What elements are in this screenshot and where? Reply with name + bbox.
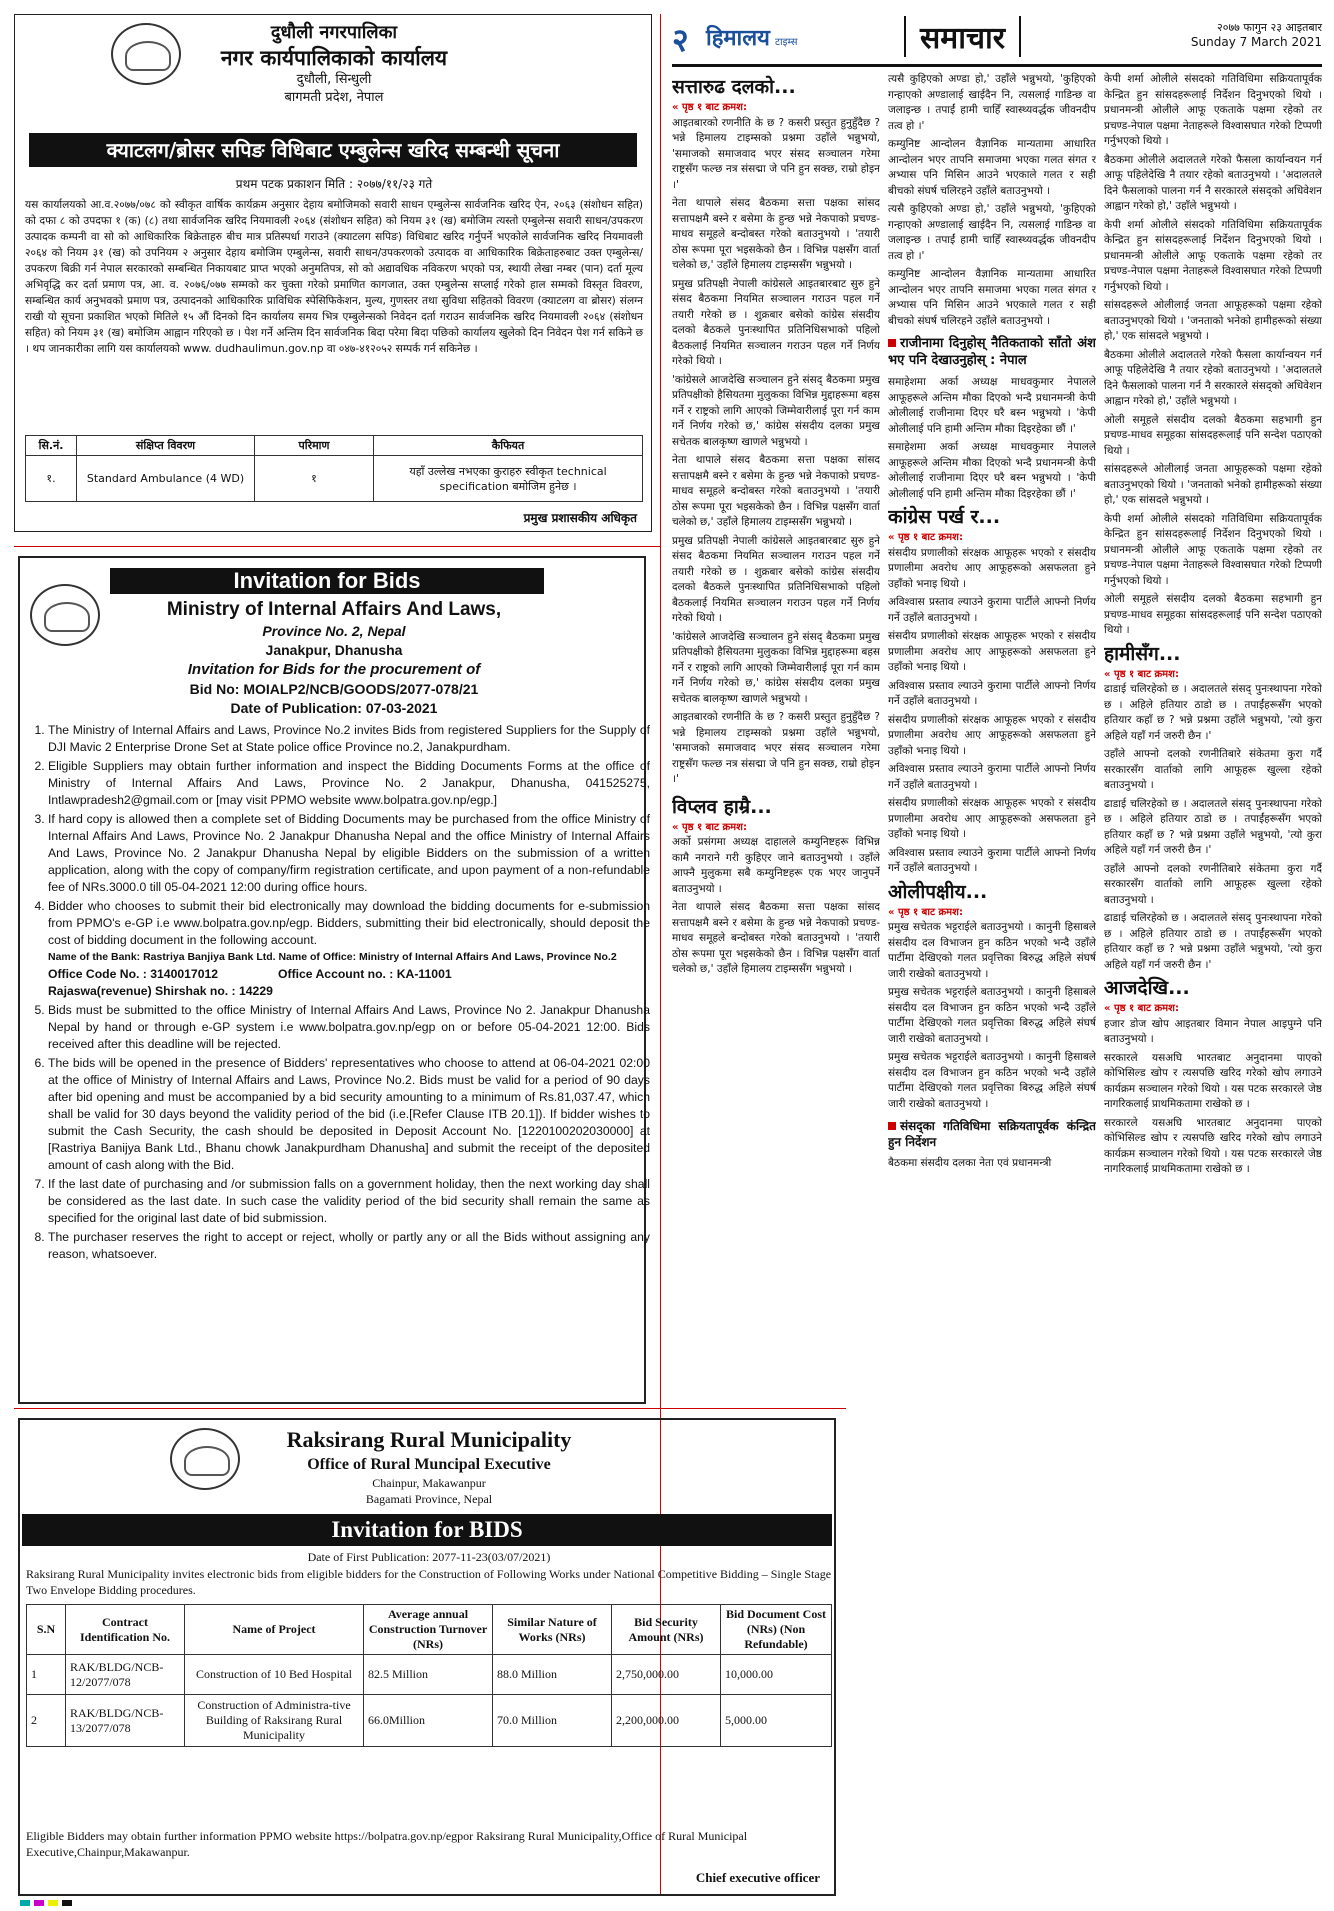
bid-title: Invitation for Bids [110,568,544,594]
table-header: Name of Project [185,1605,364,1655]
table-cell: Standard Ambulance (4 WD) [77,456,255,502]
registration-mark [34,1900,44,1906]
paragraph: 'कांग्रेसले आजदेखि सञ्चालन हुने संसद् बैठकमा प्रमुख प्रतिपक्षीको हैसियतमा मुलुकका विभिन्न मुद्दाहरूमा बहस गर्ने र राष्ट्रको लागि आएको जिम्मेवारीलाई पूरा गर्न काम गर्ने निर्णय गरेको छ,' कांग्रेस संसदीय दलका प्रमुख सचेतक बालकृष्ण खाणले भन्नुभयो । [672,630,880,705]
paragraph: उहाँले आफ्नो दलको रणनीतिबारे संकेतमा कुरा गर्दै सरकारसँग वार्ताको लागि आफूहरू खुल्ला रहेको बताउनुभयो । [1104,748,1322,791]
paragraph: प्रमुख सचेतक भट्टराईले बताउनुभयो । कानुनी हिसाबले संसदीय दल विभाजन हुन कठिन भएको भन्दै उहाँले पार्टीमा देखिएको गलत प्रवृत्तिका बिरुद्ध अहिले संघर्ष जारी राखेको बताउनुभयो । [888,986,1096,1045]
table-header: Bid Document Cost (NRs) (Non Refundable) [721,1605,832,1655]
news-column-3 [1104,72,1322,1902]
table-cell: 66.0Million [364,1695,493,1747]
paragraph: बैठकमा ओलीले अदालतले गरेको फैसला कार्यान्वयन गर्न आफू पहिलेदेखि नै तयार रहेको बताउनुभयो । 'अदालतले दिने फैसलाको पालना गर्न नै सरकारले संसद्को अधिवेशन आह्वान गरेको हो,' उहाँले भन्नुभयो । [1104,153,1322,212]
paragraph: प्रमुख सचेतक भट्टराईले बताउनुभयो । कानुनी हिसाबले संसदीय दल विभाजन हुन कठिन भएको भन्दै उहाँले पार्टीमा देखिएको गलत प्रवृत्तिका बिरुद्ध अहिले संघर्ष जारी राखेको बताउनुभयो । [888,1051,1096,1110]
paragraph: ढाडाई चलिरहेको छ । अदालतले संसद् पुनःस्थापना गरेको छ । अहिले हतियार ठाडो छ । तपाईंहरूसँग भएको हतियार कहाँ छ ? भन्ने प्रश्नमा उहाँले भन्नुभयो, 'त्यो कुरा अहिले यहाँ गर्न जरुरी छैन ।' [1104,683,1322,742]
headline: विप्लव हाम्रै... [672,795,772,818]
headline: हामीसँग... [1104,642,1181,665]
address-line-1: दुधौली, सिन्धुली [296,72,372,87]
table-header: Contract Identification No. [66,1605,185,1655]
paragraph: सरकारले यसअघि भारतबाट अनुदानमा पाएको कोभिसिल्ड खोप र त्यसपछि खरिद गरेको खोप लगाउने कार्यक्रम सञ्चालन गरेको थियो । यस पटक सरकारले जेष्ठ नागरिकलाई प्राथमिकतामा राखेको छ । [1104,1116,1322,1175]
bids-footer: Eligible Bidders may obtain further information PPMO website https://bolpatra.gov.np/egpor Raksirang Rural Municipality,Office of Rural Municipal Executive,Chainpur,Makawanpur. [26,1829,748,1859]
headline: कांग्रेस पर्ख र... [888,506,1001,528]
headline: ओलीपक्षीय... [888,880,988,903]
paragraph: सांसदहरूले ओलीलाई जनता आफूहरूको पक्षमा रहेको बताउनुभएको थियो । 'जनताको भनेको हामीहरूको संख्या हो,' एक सांसदले भन्नुभयो । [1104,299,1322,342]
ambulance-table [25,435,643,502]
bid-notice-ministry [18,556,650,1404]
paragraph: प्रमुख प्रतिपक्षी नेपाली कांग्रेसले आइतबारबाट सुरु हुने संसद बैठकमा नियमित सञ्चालन गराउन पहल गर्ने तयारी गरेको छ । शुक्रबार बसेको कांग्रेस संसदीय दलको बैठकले पुनःस्थापित प्रतिनिधिसभाको पहिलो बैठकलाई नियमित सञ्चालन गराउन पहल गर्ने निर्णय गरेको थियो । [672,277,880,367]
bank-line: Name of the Bank: Rastriya Banjiya Bank Ltd. Name of Office: Ministry of Internal Affairs And Laws, Province No.2 [48,951,617,963]
paragraph: 'कांग्रेसले आजदेखि सञ्चालन हुने संसद् बैठकमा प्रमुख प्रतिपक्षीको हैसियतमा मुलुकका विभिन्न मुद्दाहरूमा बहस गर्ने र राष्ट्रको लागि आएको जिम्मेवारीलाई पूरा गर्न काम गर्ने निर्णय गरेको छ,' कांग्रेस संसदीय दलका प्रमुख सचेतक बालकृष्ण खाणले भन्नुभयो । [672,373,880,448]
paragraph: केपी शर्मा ओलीले संसदको गतिविधिमा सक्रियतापूर्वक केन्द्रित हुन सांसदहरूलाई निर्देशन दिनुभएको थियो । प्रधानमन्त्री ओलीले आफू एकताके पक्षमा रहेको तर प्रचण्ड-नेपाल पक्षमा नेताहरूले विश्वासघात गरेको टिप्पणी गर्नुभएको थियो । [1104,218,1322,293]
list-item: 1. The Ministry of Internal Affairs and Laws, Province No.2 invites Bids from registered Suppliers for the Supply of DJI Mavic 2 Enterprise Drone Set at State police office Province no.2, Janakpurdham. [48,722,650,756]
red-square-icon [888,1122,896,1130]
paragraph: उहाँले आफ्नो दलको रणनीतिबारे संकेतमा कुरा गर्दै सरकारसँग वार्ताको लागि आफूहरू खुल्ला रहेको बताउनुभयो । [1104,862,1322,906]
paragraph: नेता थापाले संसद बैठकमा सत्ता पक्षका सांसद सत्तापक्षमै बस्ने र बसेमा के हुन्छ भन्ने नेकपाको प्रचण्ड-माधव समूहले बन्दोबस्त गरेको बताउनुभयो । 'तयारी ठोस रूपमा पूरा भइसकेको छैन । विभिन्न पक्षसँग वार्ता चलेको छ,' उहाँले हिमालय टाइम्ससँग भन्नुभयो । [672,197,880,271]
registration-mark [48,1900,58,1906]
office-account: Office Account no. : KA-11001 [278,967,452,981]
table-cell: RAK/BLDG/NCB-12/2077/078 [66,1655,185,1695]
continued-label: « पृष्ठ १ बाट क्रमश: [888,906,963,918]
table-cell: Construction of Administra-tive Building of Raksirang Rural Municipality [185,1695,364,1747]
table-cell: यहाँ उल्लेख नभएका कुराहरु स्वीकृत technical specification बमोजिम हुनेछ । [374,456,643,502]
province: Province No. 2, Nepal [262,623,406,639]
table-cell: 88.0 Million [493,1655,612,1695]
table-cell: 82.5 Million [364,1655,493,1695]
continued-label: « पृष्ठ १ बाट क्रमश: [672,102,747,113]
paragraph: आइतबारको रणनीति के छ ? कसरी प्रस्तुत हुनुहुँदैछ ? भन्ने हिमालय टाइम्सको प्रश्नमा उहाँले भन्नुभयो, 'समाजको समाजवाद भएर संसद सञ्चालन गरेमा राष्ट्रसँग फल्छ नत्र संसद्मा जे पनि हुन सक्छ, राम्रो होइन ।' [672,116,880,191]
paragraph: ओली समूहले संसदीय दलको बैठकमा सहभागी हुन प्रचण्ड-माधव समूहका सांसदहरूलाई पनि सन्देश पठाएको थियो । [1104,593,1322,636]
bids-date: Date of First Publication: 2077-11-23(03/07/2021) [307,1550,551,1564]
paragraph: समाहेशमा अर्का अध्यक्ष माधवकुमार नेपालले आफूहरूले अन्तिम मौका दिएको भन्दै प्रधानमन्त्री केपी ओलीलाई राजीनामा दिएर घरै बस्न भन्नुभयो । 'केपी ओलीलाई पनि हामी अन्तिम मौका दिइरहेका छौं ।' [888,441,1096,500]
headline: आजदेखि... [1104,977,1190,999]
table-header: संक्षिप्त विवरण [77,436,255,456]
paragraph: सांसदहरूले ओलीलाई जनता आफूहरूको पक्षमा रहेको बताउनुभएको थियो । 'जनताको भनेको हामीहरूको संख्या हो,' एक सांसदले भन्नुभयो । [1104,463,1322,506]
paragraph: अविश्वास प्रस्ताव ल्याउने कुरामा पार्टीले आफ्नो निर्णय गर्ने उहाँले बताउनुभयो । [888,763,1096,791]
table-cell: १. [26,456,77,502]
paragraph: केपी शर्मा ओलीले संसदको गतिविधिमा सक्रियतापूर्वक केन्द्रित हुन सांसदहरूलाई निर्देशन दिनुभएको थियो । प्रधानमन्त्री ओलीले आफू एकताके पक्षमा रहेको तर प्रचण्ड-नेपाल पक्षमा नेताहरूले विश्वासघात गरेको टिप्पणी गर्नुभएको थियो । [1104,512,1322,587]
notice-body: यस कार्यालयको आ.व.२०७७/०७८ को स्वीकृत वार्षिक कार्यक्रम अनुसार देहाय बमोजिमको सवारी साधन एम्बुलेन्स सार्वजनिक खरिद ऐन, २०६३ (संशोधन सहित) को दफा ८ को उपदफा १ (क) (८) तथा सार्वजनिक खरिद नियमावली २०६४ (संशोधन सहित) को नियम ३१ (ख) बमोजिम त्यस्तो एम्बुलेन्स सवारी साधन/उपकरण उत्पादक कम्पनी वा सो को आधिकारिक बिक्रेताहरु बीच मात्र प्रतिस्पर्धा गराउने (क्याटलग सपिङ) विधिबाट खरिद गर्नुपर्ने भएकोले सार्वजनिक खरिद नियमावली २०६४ को नियम ३१ (ख) को उपनियम २ अनुसार देहाय बमोजिम एम्बुलेन्स, सवारी साधन/उपकरणको उत्पादक वा आधिकारिक बिक्रेताहरुबाट उक्त एम्बुलेन्स/उपकरण बिक्री गर्न नेपाल सरकारको सम्बन्धित निकायबाट प्राप्त भएको अनुमतिपत्र, सो को अद्यावधिक नविकरण भएको पत्र, स्थायी लेखा नम्बर (पान) दर्ता मूल्य अभिवृद्धि कर दर्ता प्रमाण पत्र, आ. व. २०७६/०७७ सम्मको कर चुक्ता गरेको प्रमाणित कागजात, उक्त एम्बुलेन्स सप्लाई गरेको हाल सम्मको विस्तृत विवरण, सम्बन्धित कार्य अनुभवको प्रमाण पत्र, उत्पादनको आधिकारिक प्राविधिक स्पेसिफिकेशन, मुल्य, गुणस्तर तथा सुविधा सहितको विवरण (क्याटलग वा ब्रोसर) संलग्न राखी यो सूचना प्रकाशित भएको मितिले १५ औं दिनको दिन कार्यालय समय भित्र एम्बुलेन्सको निवेदन दर्ता गराउन सार्वजनिक खरिद नियमावली २०६४ (संशोधन सहित) को नियम ३१ (ख) बमोजिम आह्वान गरिएको छ । पेश गर्ने अन्तिम दिन सार्वजनिक बिदा परेमा बिदा पछिको कार्यालय खुलेको दिन निवेदन पेश गर्न सकिने छ । थप जानकारीका लागि यस कार्यालयको www. dudhaulimun.gov.np वा ०४७-४१२०५२ सम्पर्क गर्न सकिनेछ । [25,199,643,355]
paragraph: बैठकमा ओलीले अदालतले गरेको फैसला कार्यान्वयन गर्न आफू पहिलेदेखि नै तयार रहेको बताउनुभयो । 'अदालतले दिने फैसलाको पालना गर्न नै सरकारले संसद्को अधिवेशन आह्वान गरेको हो,' उहाँले भन्नुभयो । [1104,348,1322,407]
paragraph: संसदीय प्रणालीको संरक्षक आफूहरू भएको र संसदीय प्रणालीमा अवरोध आए आफूहरूको असफलता हुने उहाँको भनाइ थियो । [888,713,1096,757]
table-header: Bid Security Amount (NRs) [612,1605,721,1655]
table-header: परिमाण [255,436,374,456]
paragraph: त्यसै कुहिएको अण्डा हो,' उहाँले भन्नुभयो, 'कुहिएको गन्हाएको अण्डालाई खाईदैन नि, त्यसलाई गाडिन्छ वा जलाइन्छ । तपाईं हामी चाहिँ स्वास्थ्यवर्द्धक जीवनदीप तत्व हो ।' [888,73,1096,132]
paragraph: ढाडाई चलिरहेको छ । अदालतले संसद् पुनःस्थापना गरेको छ । अहिले हतियार ठाडो छ । तपाईंहरूसँग भएको हतियार कहाँ छ ? भन्ने प्रश्नमा उहाँले भन्नुभयो, 'त्यो कुरा अहिले यहाँ गर्न जरुरी छैन ।' [1104,912,1322,971]
table-header: Similar Nature of Works (NRs) [493,1605,612,1655]
page-number: २ [672,21,689,59]
paragraph: समाहेशमा अर्का अध्यक्ष माधवकुमार नेपालले आफूहरूले अन्तिम मौका दिएको भन्दै प्रधानमन्त्री केपी ओलीलाई राजीनामा दिएर घरै बस्न भन्नुभयो । 'केपी ओलीलाई पनि हामी अन्तिम मौका दिइरहेका छौं ।' [888,376,1096,435]
paragraph: ढाडाई चलिरहेको छ । अदालतले संसद् पुनःस्थापना गरेको छ । अहिले हतियार ठाडो छ । तपाईंहरूसँग भएको हतियार कहाँ छ ? भन्ने प्रश्नमा उहाँले भन्नुभयो, 'त्यो कुरा अहिले यहाँ गर्न जरुरी छैन ।' [1104,797,1322,856]
office-code: Office Code No. : 3140017012 [48,967,219,981]
section-title: समाचार [904,16,1021,57]
ambulance-notice [14,14,652,532]
bid-notice-raksirang [18,1418,836,1896]
paragraph: संसदीय प्रणालीको संरक्षक आफूहरू भएको र संसदीय प्रणालीमा अवरोध आए आफूहरूको असफलता हुने उहाँको भनाइ थियो । [888,546,1096,590]
paragraph: अविश्वास प्रस्ताव ल्याउने कुरामा पार्टीले आफ्नो निर्णय गर्ने उहाँले बताउनुभयो । [888,679,1096,707]
divider [14,546,660,547]
publication-date: प्रथम पटक प्रकाशन मिति : २०७७/११/२३ गते [235,177,433,191]
news-column-1 [672,72,880,1408]
bid-subtitle: Invitation for Bids for the procurement of [187,661,481,678]
headline: राजीनामा दिनुहोस् नैतिकताको साँतो अंश भए पनि देखाउनुहोस् : नेपाल [888,336,1096,368]
table-cell: RAK/BLDG/NCB-13/2077/078 [66,1695,185,1747]
municipality-name: Raksirang Rural Municipality [286,1427,572,1452]
table-cell: 70.0 Million [493,1695,612,1747]
ministry-name: Ministry of Internal Affairs And Laws, [166,599,502,620]
table-cell: 5,000.00 [721,1695,832,1747]
table-cell: १ [255,456,374,502]
news-column-2 [888,72,1096,1902]
paragraph: आइतबारको रणनीति के छ ? कसरी प्रस्तुत हुनुहुँदैछ ? भन्ने हिमालय टाइम्सको प्रश्नमा उहाँले भन्नुभयो, 'समाजको समाजवाद भएर संसद सञ्चालन गरेमा राष्ट्रसँग फल्छ नत्र संसद्मा जे पनि हुन सक्छ, राम्रो होइन ।' [672,711,880,785]
date-english: Sunday 7 March 2021 [1190,35,1322,49]
date-nepali: २०७७ फागुन २३ आइतबार [1217,21,1322,34]
paragraph: प्रमुख प्रतिपक्षी नेपाली कांग्रेसले आइतबारबाट सुरु हुने संसद बैठकमा नियमित सञ्चालन गराउन पहल गर्ने तयारी गरेको छ । शुक्रबार बसेको कांग्रेस संसदीय दलको बैठकले पुनःस्थापित प्रतिनिधिसभाको पहिलो बैठकलाई नियमित सञ्चालन गराउन पहल गर्ने निर्णय गरेको थियो । [672,534,880,624]
continued-label: « पृष्ठ १ बाट क्रमश: [1104,668,1179,680]
paragraph: त्यसै कुहिएको अण्डा हो,' उहाँले भन्नुभयो, 'कुहिएको गन्हाएको अण्डालाई खाईदैन नि, त्यसलाई गाडिन्छ वा जलाइन्छ । तपाईं हामी चाहिँ स्वास्थ्यवर्द्धक जीवनदीप तत्व हो ।' [888,203,1096,262]
table-header: S.N [27,1605,66,1655]
paragraph: नेता थापाले संसद बैठकमा सत्ता पक्षका सांसद सत्तापक्षमै बस्ने र बसेमा के हुन्छ भन्ने नेकपाको प्रचण्ड-माधव समूहले बन्दोबस्त गरेको बताउनुभयो । 'तयारी ठोस रूपमा पूरा भइसकेको छैन । विभिन्न पक्षसँग वार्ता चलेको छ,' उहाँले हिमालय टाइम्ससँग भन्नुभयो । [672,454,880,528]
paragraph: बैठकमा संसदीय दलका नेता एवं प्रधानमन्त्री [888,1157,1052,1169]
paragraph: संसदीय प्रणालीको संरक्षक आफूहरू भएको र संसदीय प्रणालीमा अवरोध आए आफूहरूको असफलता हुने उहाँको भनाइ थियो । [888,630,1096,673]
table-cell: 2,750,000.00 [612,1655,721,1695]
works-table [26,1604,832,1747]
registration-mark [20,1900,30,1906]
paragraph: अविश्वास प्रस्ताव ल्याउने कुरामा पार्टीले आफ्नो निर्णय गर्ने उहाँले बताउनुभयो । [888,846,1096,874]
paragraph: प्रमुख सचेतक भट्टराईले बताउनुभयो । कानुनी हिसाबले संसदीय दल विभाजन हुन कठिन भएको भन्दै उहाँले पार्टीमा देखिएको गलत प्रवृत्तिका बिरुद्ध अहिले संघर्ष जारी राखेको बताउनुभयो । [888,921,1096,980]
headline: संसद्का गतिविधिमा सक्रियतापूर्वक कंन्द्रित हुन निर्देशन [888,1119,1096,1149]
list-item: 3. If hard copy is allowed then a complete set of Bidding Documents may be purchased from the office Ministry of Internal Affairs And Laws, Province No. 2 Janakpur Dhanusha Nepal and the office Ministry of Internal Affairs And Laws, Province No. 2 Janakpur Dhanusha Nepal by eligible Bidders on the submission of a written application, along with the copy of company/firm registration certificate, and upon payment of a non-refundable fee of NRs.3000.0 till 05-04-2021 12:00 during office hours. [48,811,650,896]
bid-date: Date of Publication: 07-03-2021 [230,700,438,716]
notice-title: क्याटलग/ब्रोसर सपिङ विधिबाट एम्बुलेन्स खरिद सम्बन्धी सूचना [29,133,637,167]
signature: Chief executive officer [695,1870,820,1885]
paragraph: ओली समूहले संसदीय दलको बैठकमा सहभागी हुन प्रचण्ड-माधव समूहका सांसदहरूलाई पनि सन्देश पठाएको थियो । [1104,413,1322,457]
paragraph: नेता थापाले संसद बैठकमा सत्ता पक्षका सांसद सत्तापक्षमै बस्ने र बसेमा के हुन्छ भन्ने नेकपाको प्रचण्ड-माधव समूहले बन्दोबस्त गरेको बताउनुभयो । 'तयारी ठोस रूपमा पूरा भइसकेको छैन । विभिन्न पक्षसँग वार्ता चलेको छ,' उहाँले हिमालय टाइम्ससँग भन्नुभयो । [672,901,880,975]
table-header: Average annual Construction Turnover (NRs) [364,1605,493,1655]
divider [14,1408,846,1409]
list-item: 5. Bids must be submitted to the office Ministry of Internal Affairs And Laws, Province No 2. Janakpur Dhanusha Nepal by hand or through e-GP system i.e www.bolpatra.gov.np/egp on or before 05-04-2021 12:00. Bids received after this deadline will be rejected. [48,1002,650,1053]
table-cell: 1 [27,1655,66,1695]
list-item: 6. The bids will be opened in the presence of Bidders' representatives who choose to attend at 06-04-2021 02:00 at the office of Ministry of Internal Affairs and Laws, Province No.2. Bids must be valid for a period of 90 days after bid opening and must be accompanied by a bid security amounting to a minimum of Rs.81,037.47, which shall be valid for 30 days beyond the validity period of the bid (i.e.[Refer Clause ITB 20.1]). If bidder wishes to submit the Cash Security, the cash should be deposited in Deposit Account No. [1220100202030000] at [Rastriya Banijya Bank Ltd., Bhanu chowk Janakpurdham Dhanusha] and submit the receipt of the deposited amount of cash along with the Bid. [48,1055,650,1174]
table-header: कैफियत [374,436,643,456]
paragraph: कम्युनिष्ट आन्दोलन वैज्ञानिक मान्यतामा आधारित आन्दोलन भएर तापनि समाजमा भएका गलत संगत र अभ्यास पनि मिसिन आउने भएकाले गलत र सही बीचको संघर्ष चलिरहने उहाँले बताउनुभयो । [888,268,1096,327]
list-item: 8. The purchaser reserves the right to accept or reject, wholly or partly any or all the Bids without assigning any reason, whatsoever. [48,1229,650,1263]
address-line-2: बागमती प्रदेश, नेपाल [284,90,384,105]
bid-items [30,722,650,1265]
org-name: दुधौली नगरपालिका [270,22,398,43]
address-line-2: Bagamati Province, Nepal [365,1492,493,1506]
paragraph: सरकारले यसअघि भारतबाट अनुदानमा पाएको कोभिसिल्ड खोप र त्यसपछि खरिद गरेको खोप लगाउने कार्यक्रम सञ्चालन गरेको थियो । यस पटक सरकारले जेष्ठ नागरिकलाई प्राथमिकतामा राखेको छ । [1104,1051,1322,1110]
office-name: Office of Rural Muncipal Executive [307,1456,551,1473]
address-line-1: Chainpur, Makawanpur [372,1476,486,1490]
table-cell: 2,200,000.00 [612,1695,721,1747]
paragraph: कम्युनिष्ट आन्दोलन वैज्ञानिक मान्यतामा आधारित आन्दोलन भएर तापनि समाजमा भएका गलत संगत र अभ्यास पनि मिसिन आउने भएकाले गलत र सही बीचको संघर्ष चलिरहने उहाँले बताउनुभयो । [888,138,1096,197]
signature: प्रमुख प्रशासकीय अधिकृत [523,511,637,525]
paragraph: संसदीय प्रणालीको संरक्षक आफूहरू भएको र संसदीय प्रणालीमा अवरोध आए आफूहरूको असफलता हुने उहाँको भनाइ थियो । [888,797,1096,840]
headline: सत्तारुढ दलको... [672,76,796,98]
list-item: 7. If the last date of purchasing and /or submission falls on a government holiday, then the next working day shall be considered as the last date. In such case the validity period of the bid security shall remain the same as specified for the original last date of bid submission. [48,1176,650,1227]
continued-label: « पृष्ठ १ बाट क्रमश: [1104,1003,1179,1014]
paragraph: अविश्वास प्रस्ताव ल्याउने कुरामा पार्टीले आफ्नो निर्णय गर्ने उहाँले बताउनुभयो । [888,596,1096,624]
office-name: नगर कार्यपालिकाको कार्यालय [220,46,448,70]
revenue-head: Rajaswa(revenue) Shirshak no. : 14229 [48,984,273,998]
masthead [672,14,1322,67]
list-item: 4. Bidder who chooses to submit their bid electronically may download the bidding documents for e-submission from PPMO's e-GP i.e www.bolpatra.gov.np/egp. Bidders, submitting their bid electronically, should deposit the cost of bidding document in the following account. Name of the Bank: Rastriya Banjiya Bank Ltd. Name of Office: Ministry of Internal Affairs And Laws, Province No.2 Office Code No. : 3140017012 Office Account no. : KA-11001 Rajaswa(revenue) Shirshak no. : 14229 [48,898,650,1000]
bids-title: Invitation for BIDS [22,1514,832,1546]
city: Janakpur, Dhanusha [265,642,403,658]
table-cell: 2 [27,1695,66,1747]
paragraph: केपी शर्मा ओलीले संसदको गतिविधिमा सक्रियतापूर्वक केन्द्रित हुन सांसदहरूलाई निर्देशन दिनुभएको थियो । प्रधानमन्त्री ओलीले आफू एकताके पक्षमा रहेको तर प्रचण्ड-नेपाल पक्षमा नेताहरूले विश्वासघात गरेको टिप्पणी गर्नुभएको थियो । [1104,73,1322,147]
continued-label: « पृष्ठ १ बाट क्रमश: [888,532,963,543]
paragraph: हजार डोज खोप आइतबार विमान नेपाल आइपुग्ने पनि बताउनुभयो । [1104,1017,1322,1045]
bids-intro: Raksirang Rural Municipality invites electronic bids from eligible bidders for the Construction of Following Works under National Competitive Bidding – Single Stage Two Envelope Bidding procedures. [26,1567,832,1597]
list-item: 2. Eligible Suppliers may obtain further information and inspect the Bidding Documents Forms at the office of Ministry of Internal Affairs And Laws, Province No. 2 Janakpur, Dhanusha, 041525275, Intlawpradesh2@gmail.com or [may visit PPMO website www.bolpatra.gov.np/egp.] [48,758,650,809]
table-cell: 10,000.00 [721,1655,832,1695]
continued-label: « पृष्ठ १ बाट क्रमश: [672,821,747,833]
himalaya-logo: हिमालय टाइम्स [706,26,798,51]
paragraph: अर्को प्रसंगमा अध्यक्ष दाहालले कम्युनिष्टहरू विभिन्न कामै नगराने गरी कुहिएर जाने बताउनुभयो । उहाँले आफ्नै मुलुकमा सबै कम्युनिष्टहरू एक भएर जानुपर्ने बताउनुभयो । [672,836,880,895]
table-header: सि.नं. [26,436,77,456]
bid-number: Bid No: MOIALP2/NCB/GOODS/2077-078/21 [189,681,479,697]
red-square-icon [888,339,896,347]
registration-mark [62,1900,72,1906]
table-cell: Construction of 10 Bed Hospital [185,1655,364,1695]
